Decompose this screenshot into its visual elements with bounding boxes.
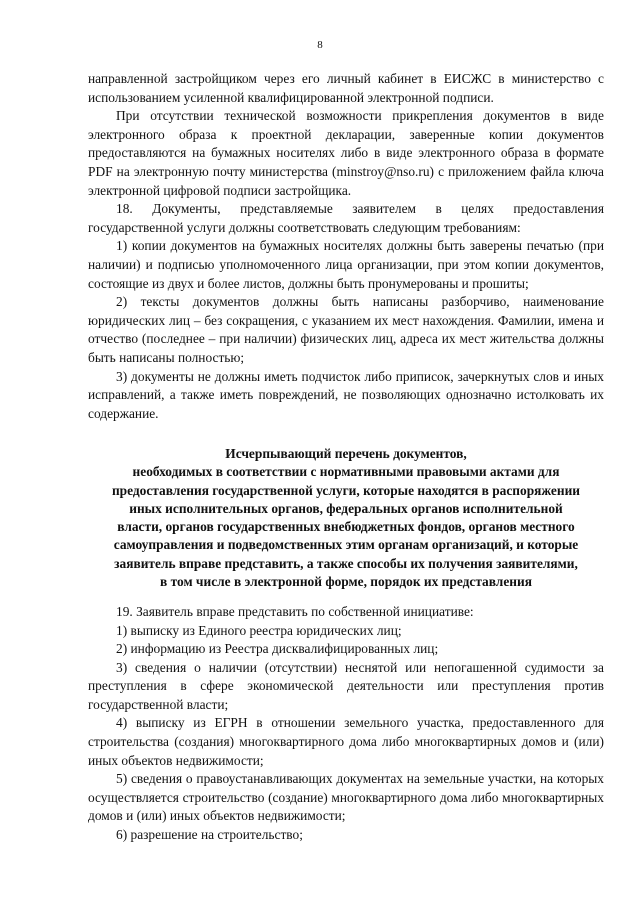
page-number: 8 [317,39,323,51]
paragraph-item-19-3: 3) сведения о наличии (отсутствии) неснятой или непогашенной судимости за преступления в сфере экономической деятельности или преступления против государственной власти; [88,659,604,712]
top-section [88,70,604,423]
paragraph-item-18-2: 2) тексты документов должны быть написаны разборчиво, наименование юридических лиц – без сокращения, с указанием их мест нахождения. Фамилии, имена и отчество (последнее – при наличии) физических лиц, адреса их мест жительства должны быть написаны полностью; [88,294,604,365]
heading-line: власти, органов государственных внебюджетных фондов, органов местного [117,519,575,535]
paragraph-item-19-4: 4) выписку из ЕГРН в отношении земельного участка, предоставленного для строительства (создания) многоквартирного дома либо многоквартирных домов и (или) иных объектов недвижимости; [88,715,604,768]
paragraph-item-19-2: 2) информацию из Реестра дисквалифицированных лиц; [116,641,439,657]
paragraph-item-19: 19. Заявитель вправе представить по собственной инициативе: [116,603,474,619]
paragraph-item-19-1: 1) выписку из Единого реестра юридических лиц; [116,622,402,638]
paragraph-no-technical-possibility: При отсутствии технической возможности прикрепления документов в виде электронного образа к проектной декларации, заверенные копии документов предоставляются на бумажных носителях либо в виде электронного образа в формате PDF на электронную почту министерства (minstroy@nso.ru) с приложением файла ключа электронной цифровой подписи застройщика. [88,108,604,198]
paragraph-item-19-5: 5) сведения о правоустанавливающих документах на земельные участки, на которых осуществляется строительство (создание) многоквартирного дома либо многоквартирных домов и (или) иных объектов недвижимости; [88,771,604,824]
heading-line: заявитель вправе представить, а также способы их получения заявителями, [114,555,578,571]
paragraph-item-18: 18. Документы, представляемые заявителем в целях предоставления государственной услуги должны соответствовать следующим требованиям: [88,201,604,235]
bottom-section [88,603,604,845]
paragraph-item-19-6: 6) разрешение на строительство; [116,827,303,843]
heading-line: предоставления государственной услуги, которые находятся в распоряжении [111,482,581,498]
heading-line: необходимых в соответствии с нормативными правовыми актами для [132,464,560,480]
heading-line: иных исполнительных органов, федеральных органов исполнительной [129,500,563,516]
paragraph-continuation: направленной застройщиком через его личный кабинет в ЕИСЖС в министерство с использованием усиленной квалифицированной электронной подписи. [88,71,604,105]
paragraph-item-18-1: 1) копии документов на бумажных носителях должны быть заверены печатью (при наличии) и подписью уполномоченного лица организации, при этом копии документов, состоящие из двух и более листов, должны быть пронумерованы и прошиты; [88,238,604,291]
section-heading [88,445,604,591]
heading-line: самоуправления и подведомственных этим органам организаций, и которые [113,537,579,553]
page-content [88,70,604,845]
heading-line: в том числе в электронной форме, порядок их представления [160,573,532,589]
heading-line: Исчерпывающий перечень документов, [225,446,467,462]
paragraph-item-18-3: 3) документы не должны иметь подчисток либо приписок, зачеркнутых слов и иных исправлений, а также иметь повреждений, не позволяющих однозначно истолковать их содержание. [88,368,604,421]
